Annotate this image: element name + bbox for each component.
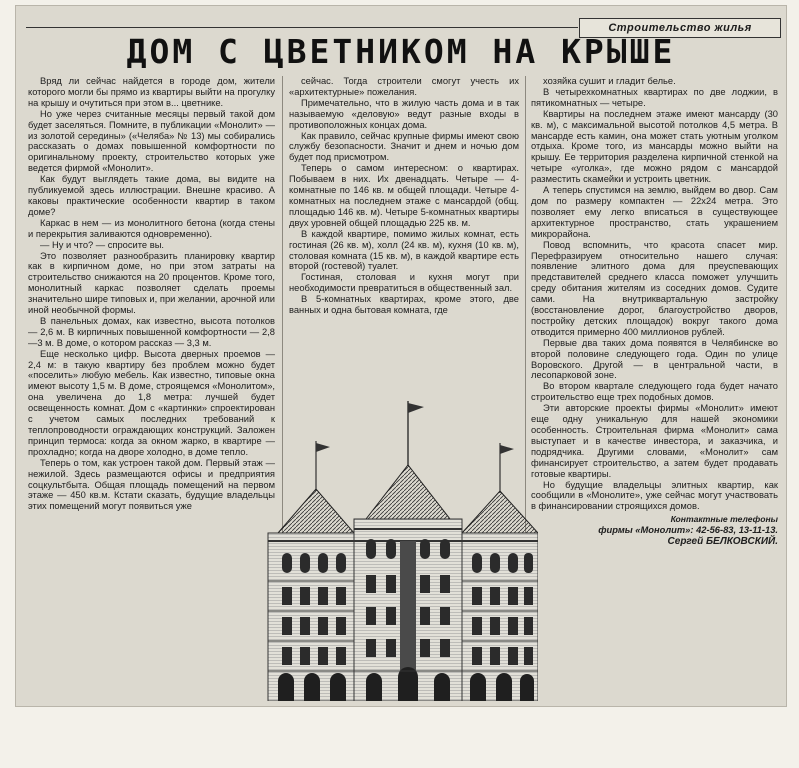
article-paragraph: Но уже через считанные месяцы первый такой дом будет заселяться. Помните, в публикации «Монолит» — из золотой середины» («Челяба» № 13) мы собирались рассказать о домах повышенной комфортности по оригинальному проекту, строительство которых уже ведется фирмой «Монолит». — [28, 108, 275, 174]
article-paragraph: В каждой квартире, помимо жилых комнат, есть гостиная (26 кв. м), холл (24 кв. м), кухня (10 кв. м), столовая комната (15 кв. м), в каждой квартире есть второй (гостевой) туалет. — [289, 228, 519, 272]
article-paragraph: Теперь о том, как устроен такой дом. Первый этаж — нежилой. Здесь размещаются офисы и предприятия соцкультбыта. Общая площадь помещений на первом этаже — 450 кв.м. Кстати сказать, будущие владельцы этих помещений могут появиться уже — [28, 457, 275, 512]
article-column-2 — [289, 76, 519, 384]
article-paragraph: Это позволяет разнообразить планировку квартир как в кирпичном доме, но при этом затраты на строительство снижаются на 20 процентов. Кроме того, монолитный каркас позволяет сделать проемы значительно шире типовых и, при желании, арочной или иной необычной формы. — [28, 250, 275, 316]
contact-label: Контактные телефоны — [670, 514, 778, 525]
article-paragraph: Как будут выглядеть такие дома, вы видите на публикуемой здесь иллюстрации. Внешне красиво. А каковы практические особенности квартир в таком доме? — [28, 174, 275, 217]
article-paragraph: В 5-комнатных квартирах, кроме этого, две ванных и одна бытовая комната, где — [289, 294, 519, 316]
article-paragraph: Эти авторские проекты фирмы «Монолит» имеют еще одну уникальную для нашей экономики особенность. Строительная фирма «Монолит» сама выступает и в качестве инвестора, и заказчика, и подрядчика. Другими словами, «Монолит» сам финансирует строительство, а затем будет продавать готовые квартиры. — [531, 403, 778, 479]
article-paragraph: В четырехкомнатных квартирах по две лоджии, в пятикомнатных — четыре. — [531, 86, 778, 108]
newspaper-clipping — [16, 6, 786, 706]
building-illustration — [248, 391, 538, 701]
headline: ДОМ С ЦВЕТНИКОМ НА КРЫШЕ — [126, 32, 676, 71]
contact-phone-numbers: 42-56-83, 13-11-13. — [696, 525, 778, 536]
rubric-rule — [26, 27, 578, 28]
article-paragraph: Но будущие владельцы элитных квартир, как сообщили в «Монолите», уже сейчас могут участвовать в финансировании строящихся домов. — [531, 479, 778, 512]
article-paragraph: Теперь о самом интересном: о квартирах. Побываем в них. Их двенадцать. Четыре — 4-комнатные по 146 кв. м общей площади. Четыре 4-комнатных на последнем этаже с мансардой (общ. площадью 146 кв. м). Четыре 5-комнатных квартиры двух уровней общей площадью 225 кв. м. — [289, 163, 519, 228]
article-paragraph: Как правило, сейчас крупные фирмы имеют свою службу безопасности. Значит и днем и ночью дом будет под присмотром. — [289, 130, 519, 163]
article-paragraph: Квартиры на последнем этаже имеют мансарду (30 кв. м), с максимальной высотой потолков 4,5 метра. В мансарде есть камин, она может стать уютным уголком отдыха. Кроме того, из мансарды можно выйти на крышу. Ее территория разделена кирпичной стенкой на четыре «уголка», где можно рядом с мансардой разместить скамейки и устроить цветник. — [531, 108, 778, 185]
rubric-label: Строительство жилья — [579, 18, 781, 38]
article-paragraph: Гостиная, столовая и кухня могут при необходимости превратиться в общественный зал. — [289, 272, 519, 294]
article-paragraph: — Ну и что? — спросите вы. — [40, 239, 165, 250]
article-paragraph: Примечательно, что в жилую часть дома и в так называемую «деловую» ведут разные входы в противоположных концах дома. — [289, 97, 519, 130]
article-column-3 — [531, 76, 778, 698]
contact-phones — [531, 514, 778, 536]
article-paragraph: А теперь спустимся на землю, выйдем во двор. Сам дом по размеру компактен — 22x24 метра. Это позволяет ему легко вписаться в существующее архитектурное пространство, стать украшением микрорайона. — [531, 185, 778, 239]
contact-prefix: фирмы «Монолит»: — [598, 525, 697, 536]
article-paragraph: Первые два таких дома появятся в Челябинске во второй половине следующего года. Один по улице Воровского. Другой — в центральной части, в лесопарковой зоне. — [531, 337, 778, 381]
article-paragraph: хозяйка сушит и гладит белье. — [543, 76, 676, 86]
author-byline: Сергей БЕЛКОВСКИЙ. — [667, 536, 778, 548]
article-paragraph: Каркас в нем — из монолитного бетона (когда стены и перекрытия заливаются одновременно). — [28, 217, 275, 239]
article-paragraph: В панельных домах, как известно, высота потолков — 2,6 м. В кирпичных повышенной комфортности — 2,8—3 м. В доме, о котором рассказ — 3,3 м. — [28, 315, 275, 348]
contact-line — [531, 525, 778, 536]
article-paragraph: сейчас. Тогда строители смогут учесть их «архитектурные» пожелания. — [289, 76, 519, 97]
article-column-1 — [28, 76, 275, 698]
article-paragraph: Вряд ли сейчас найдется в городе дом, жители которого могли бы прямо из квартиры выйти на прогулку на крышу и очутиться при этом в... цветнике. — [28, 76, 275, 108]
article-paragraph: Во втором квартале следующего года будет начато строительство еще трех подобных домов. — [531, 381, 778, 403]
article-paragraph: Еще несколько цифр. Высота дверных проемов — 2,4 м: в такую квартиру без проблем можно будет «поселить» любую мебель. Как известно, типовые окна имеют высоту 1,5 м. В доме, строящемся «Монолитом», она увеличена до 1,8 метра: лучшей будет освещенность комнат. Дом с «картинки» спроектирован с учетом самых последних требований к теплопроводности ограждающих конструкций. Заложен принцип термоса: когда за окном жарко, в квартире — прохладно; когда на дворе холодно, в доме тепло. — [28, 348, 275, 457]
article-paragraph: Повод вспомнить, что красота спасет мир. Перефразируем относительно нашего случая: появление элитного дома для преуспевающих представителей среднего класса поможет улучшить среду обитания жителям из соседних домов. Судите сами. На внутриквартальную застройку (восстановление дорог, благоустройство дворов, постройку детских площадок) вокруг такого дома отводится примерно 400 миллионов рублей. — [531, 239, 778, 337]
